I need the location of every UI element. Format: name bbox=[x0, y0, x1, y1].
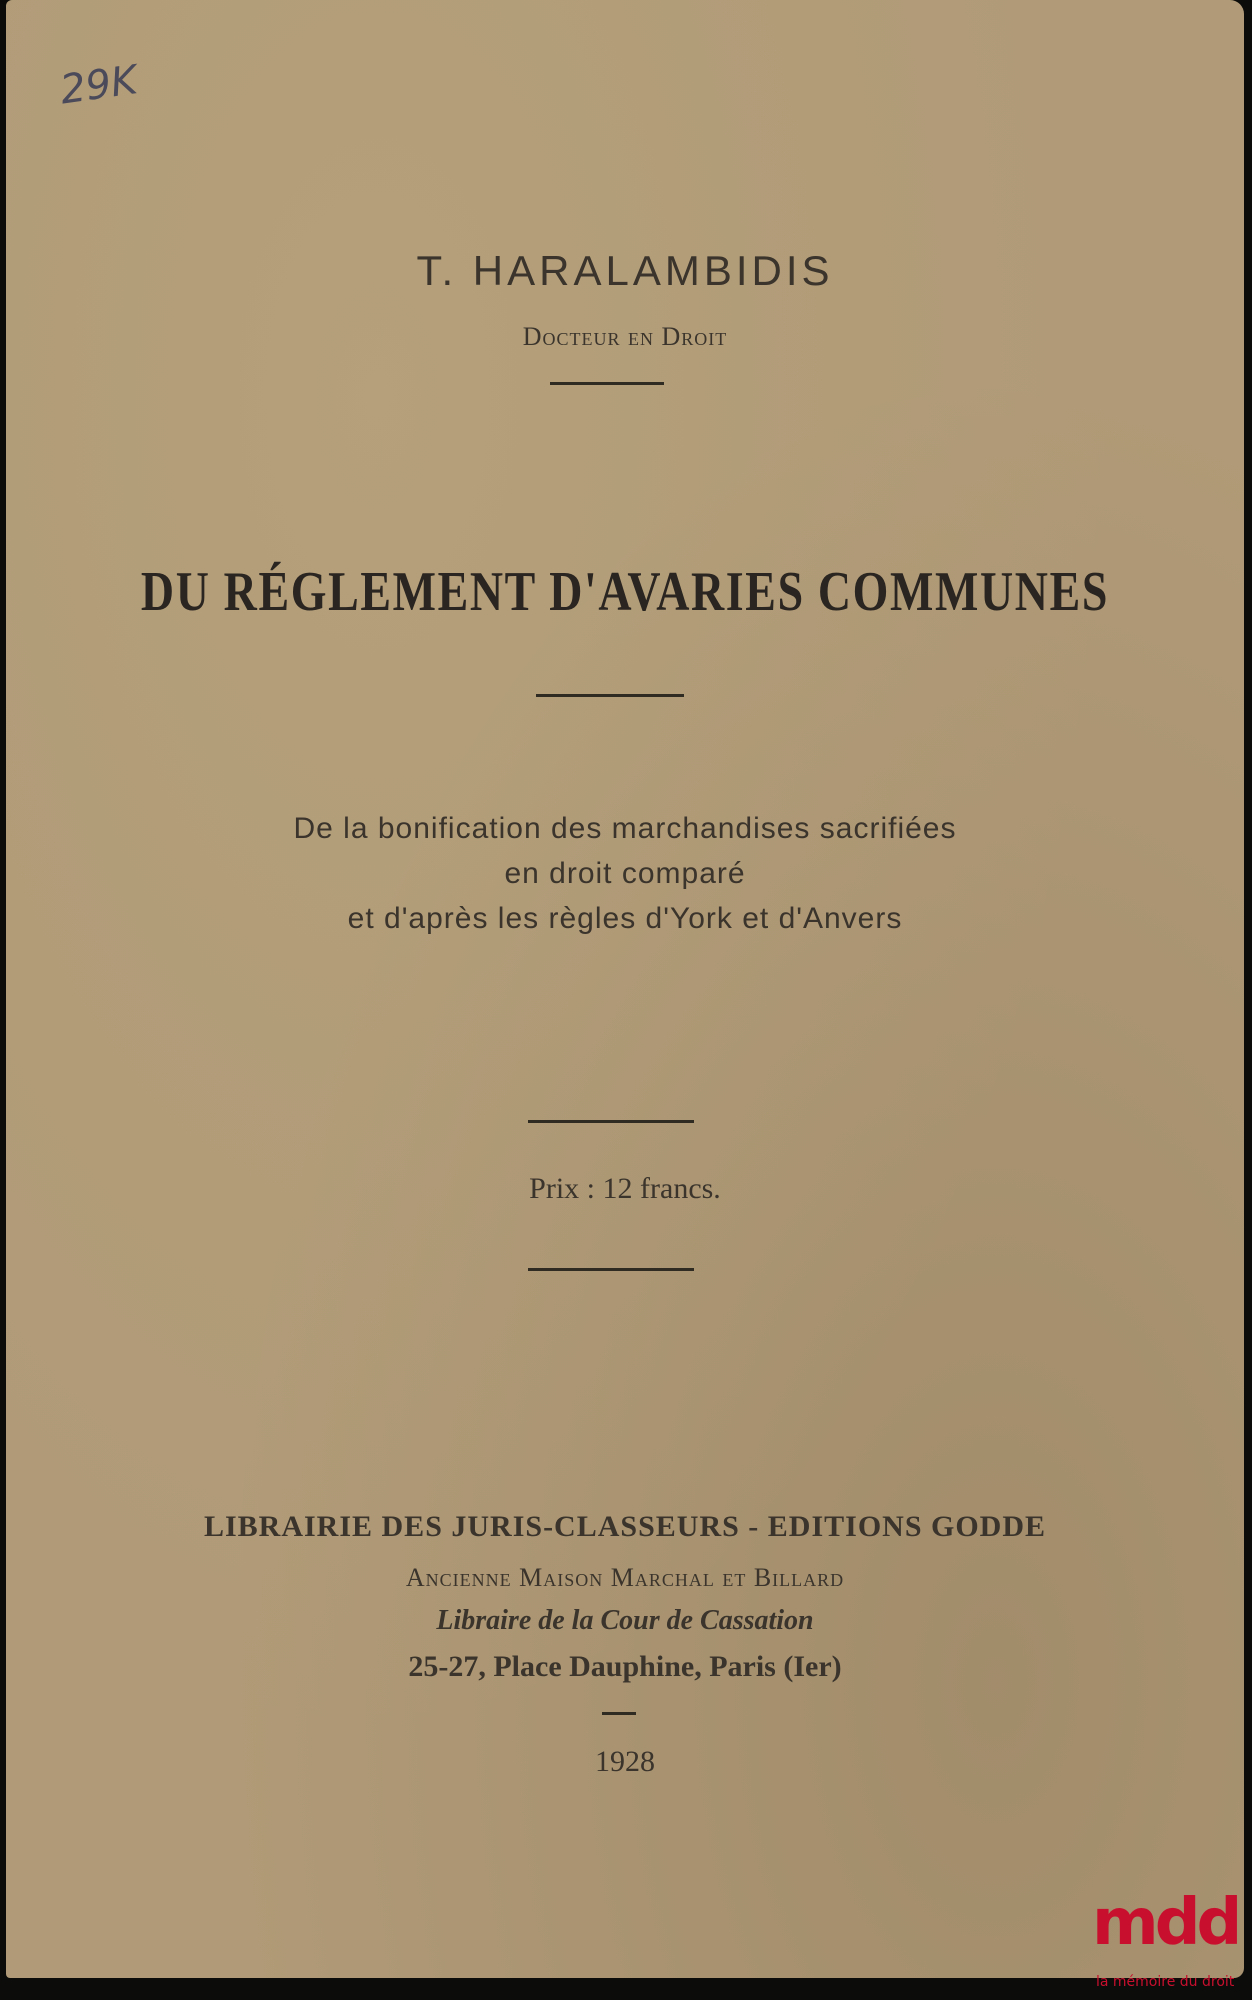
divider-rule bbox=[550, 382, 664, 385]
subtitle-line: et d'après les règles d'York et d'Anvers bbox=[347, 902, 903, 935]
publisher-name: LIBRAIRIE DES JURIS-CLASSEURS - EDITIONS GODDE bbox=[203, 1510, 1047, 1543]
divider-rule bbox=[536, 694, 684, 697]
publisher-former-name: Ancienne Maison Marchal et Billard bbox=[405, 1563, 845, 1592]
author-name: T. HARALAMBIDIS bbox=[416, 247, 834, 294]
price: Prix : 12 francs. bbox=[529, 1172, 721, 1205]
book-cover bbox=[6, 0, 1244, 1978]
divider-rule bbox=[528, 1268, 694, 1271]
handwritten-note: 29K bbox=[57, 57, 141, 114]
divider-rule bbox=[528, 1120, 694, 1123]
subtitle-line: De la bonification des marchandises sacrifiées bbox=[293, 812, 957, 845]
publisher-bookseller: Libraire de la Cour de Cassation bbox=[436, 1605, 814, 1636]
divider-rule bbox=[602, 1712, 636, 1715]
logo-mark: mdd bbox=[1092, 1886, 1239, 1960]
publisher-address: 25-27, Place Dauphine, Paris (Ier) bbox=[408, 1650, 842, 1683]
subtitle-line: en droit comparé bbox=[504, 857, 746, 890]
publication-year: 1928 bbox=[595, 1745, 655, 1778]
author-degree: Docteur en Droit bbox=[522, 322, 728, 351]
logo-caption: la mémoire du droit bbox=[1096, 1974, 1235, 1990]
mdd-logo bbox=[1092, 1888, 1252, 2000]
book-title: DU RÉGLEMENT D'AVARIES COMMUNES bbox=[140, 561, 1110, 623]
